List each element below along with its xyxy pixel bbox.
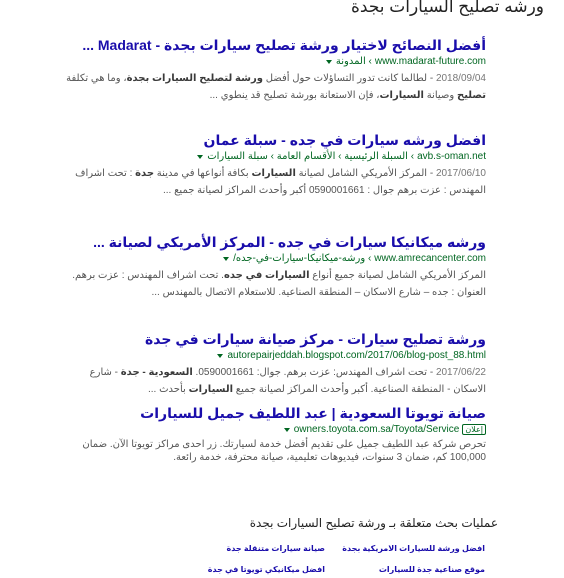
ad-url-text: owners.toyota.com.sa/Toyota/Service <box>293 424 460 435</box>
search-result <box>56 36 486 104</box>
related-search-link[interactable]: افضل ميكانيكي تويوتا في جدة <box>207 565 325 574</box>
result-breadcrumb: › ورشه-ميكانيكا-سيارات-في-جده/ <box>233 253 372 264</box>
caret-down-icon[interactable] <box>217 354 223 358</box>
result-date: 2018/09/04 <box>435 73 486 84</box>
result-url-text: www.madarat-future.com <box>374 56 486 67</box>
snippet-line <box>56 182 486 199</box>
snippet-text: ، وما هي تكلفة <box>66 73 127 84</box>
ad-badge: إعلان <box>462 424 486 435</box>
snippet-bold: السيارات <box>251 168 296 179</box>
snippet-text: وصيانة <box>423 90 458 101</box>
snippet-line <box>56 284 486 301</box>
result-title-link[interactable]: أفضل النصائح لاختيار ورشة تصليح سيارات بجدة - Madarat ... <box>82 37 486 53</box>
result-url <box>56 54 486 69</box>
caret-down-icon[interactable] <box>223 257 229 261</box>
snippet-bold: لتصليح السيارات بجدة <box>126 73 233 84</box>
result-date: 2017/06/10 <box>435 168 486 179</box>
search-result <box>56 330 486 398</box>
result-url-text: autorepairjeddah.blogspot.com/2017/06/blog-post_88.html <box>227 350 486 361</box>
result-breadcrumb: › المدونة <box>335 56 372 67</box>
snippet-line <box>56 381 486 398</box>
snippet-text: بكافة أنواعها في مدينة <box>154 168 252 179</box>
snippet-bold: جدة <box>135 168 155 179</box>
result-date: 2017/06/22 <box>435 367 486 378</box>
result-snippet <box>56 165 486 199</box>
snippet-text: - لطالما كانت تدور التساؤلات حول أفضل <box>262 73 436 84</box>
snippet-line <box>56 364 486 381</box>
snippet-line <box>56 87 486 104</box>
result-url <box>56 149 486 164</box>
result-url-text: www.amrecancenter.com <box>374 253 486 264</box>
snippet-text: ، فإن الاستعانة بورشة تصليح قد ينطوي ... <box>209 90 380 101</box>
result-url <box>56 348 486 363</box>
caret-down-icon[interactable] <box>326 60 332 64</box>
snippet-text: - شارع <box>89 367 121 378</box>
result-snippet <box>56 364 486 398</box>
snippet-bold: ورشة <box>235 73 263 84</box>
snippet-line: تحرص شركة عبد اللطيف جميل على تقديم أفضل خدمة لسيارتك. زر احدى مراكز تويوتا الآن. ضمان <box>82 439 486 450</box>
snippet-text: المهندس : عزت برهم جوال : 0590001661 أكبر وأحدث المراكز لصيانة جميع ... <box>162 185 486 196</box>
snippet-line <box>56 267 486 284</box>
snippet-line <box>56 70 486 87</box>
snippet-line <box>56 165 486 182</box>
caret-down-icon[interactable] <box>197 155 203 159</box>
snippet-text: - المركز الأمريكي الشامل لصيانة <box>295 168 436 179</box>
snippet-bold: تصليح <box>457 90 486 101</box>
ad-result <box>56 404 486 464</box>
result-url-text: avb.s-oman.net <box>417 151 486 162</box>
snippet-text: . تحت اشراف المهندس : عزت برهم. <box>72 270 224 281</box>
search-result <box>56 233 486 301</box>
snippet-bold: السيارات في جده <box>223 270 310 281</box>
related-search-link[interactable]: موقع صناعية جدة للسيارات <box>378 565 485 574</box>
snippet-bold: السعودية - جدة <box>120 367 193 378</box>
snippet-text: العنوان : جده – شارع الاسكان – المنطقة الصناعية. للاستعلام الاتصال بالمهندس ... <box>151 287 486 298</box>
result-snippet <box>56 70 486 104</box>
result-title-link[interactable]: ورشة تصليح سيارات - مركز صيانة سيارات في جدة <box>145 331 486 347</box>
ad-title-link[interactable]: صيانة تويوتا السعودية | عبد اللطيف جميل للسيارات <box>140 405 486 421</box>
result-title-link[interactable]: افضل ورشه سيارات في جده - سبلة عمان <box>203 132 486 148</box>
result-breadcrumb: › السبلة الرئيسية › الأقسام العامة › سبلة السيارات <box>207 151 415 162</box>
search-result <box>56 131 486 199</box>
snippet-text: الاسكان - المنطقة الصناعية. أكبر وأحدث المراكز لصيانة جميع <box>233 384 486 395</box>
related-search-link[interactable]: افضل ورشة للسيارات الامريكية بجدة <box>342 544 485 553</box>
snippet-text: - تحت اشراف المهندس: عزت برهم. جوال: 0590001661. <box>192 367 436 378</box>
related-searches-heading: عمليات بحث متعلقة بـ ورشة تصليح السيارات بجدة <box>249 516 498 530</box>
snippet-text: : تحت اشراف <box>75 168 136 179</box>
caret-down-icon[interactable] <box>284 428 290 432</box>
snippet-line: 100,000 كم، ضمان 3 سنوات، فيديوهات تعليمية، صيانة محترفة، خدمة رائعة. <box>173 452 486 463</box>
snippet-bold: السيارات <box>379 90 424 101</box>
snippet-text: المركز الأمريكي الشامل لصيانة جميع أنواع <box>309 270 486 281</box>
search-query-heading: ورشه تصليح السيارات بجدة <box>350 0 544 16</box>
ad-url <box>56 422 486 437</box>
snippet-text: بأحدث ... <box>148 384 189 395</box>
result-url <box>56 251 486 266</box>
result-snippet <box>56 267 486 301</box>
ad-snippet <box>56 438 486 464</box>
snippet-bold: السيارات <box>188 384 234 395</box>
related-searches-grid <box>165 544 485 578</box>
related-search-link[interactable]: صيانة سيارات متنقلة جدة <box>226 544 325 553</box>
result-title-link[interactable]: ورشه ميكانيكا سيارات في جده - المركز الأمريكي لصيانة ... <box>93 234 486 250</box>
